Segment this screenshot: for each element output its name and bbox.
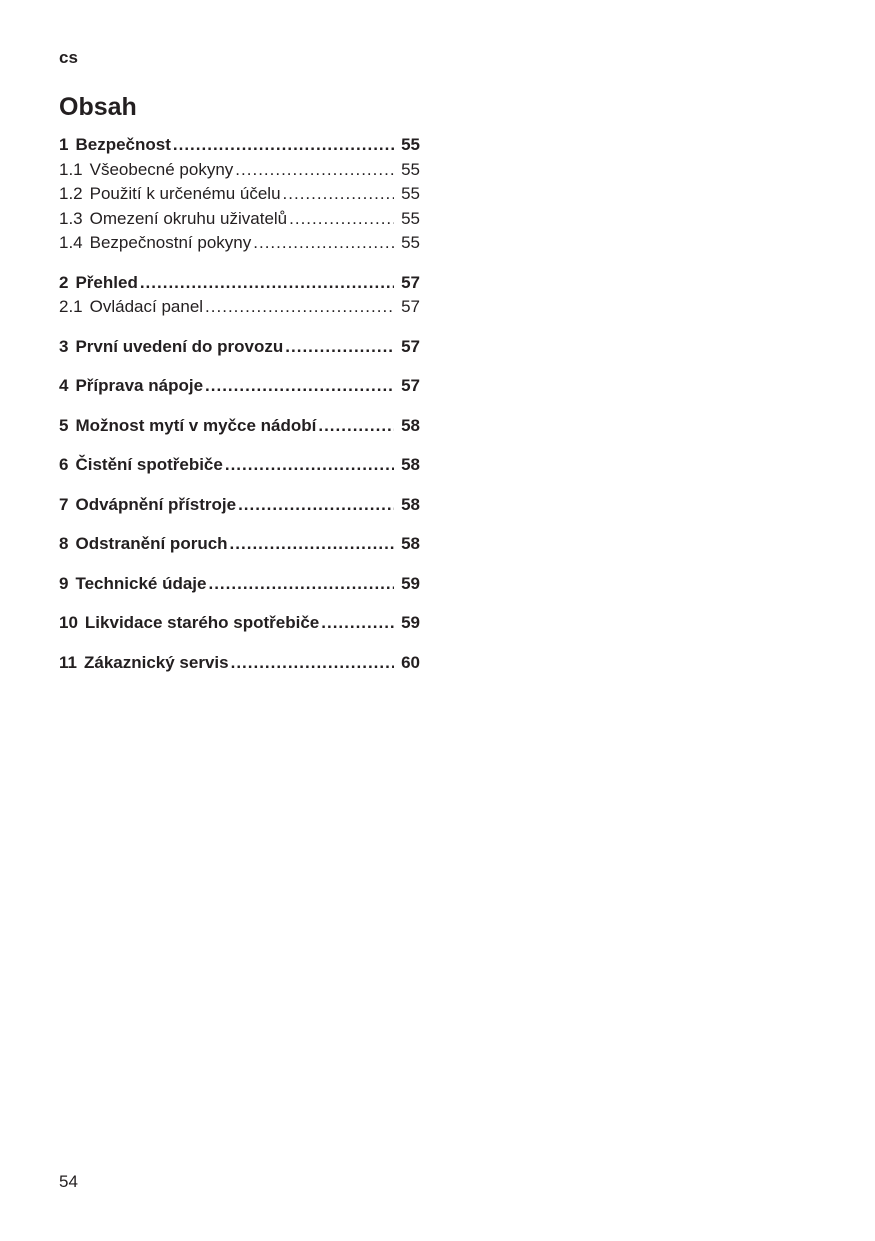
dot-leader (253, 231, 394, 255)
toc-entry-page: 57 (401, 297, 420, 316)
dot-leader (140, 271, 394, 295)
dot-leader (283, 182, 394, 206)
toc-entry-number: 1.1 (59, 159, 83, 179)
toc-entry-label: Likvidace starého spotřebiče (84, 613, 320, 632)
toc-entry-number: 9 (59, 573, 69, 593)
toc-section-entry[interactable] (59, 335, 420, 360)
toc-section-entry[interactable] (59, 651, 420, 676)
toc-section-entry[interactable] (59, 532, 420, 557)
toc-entry-label: Omezení okruhu uživatelů (89, 208, 288, 228)
page-number: 54 (59, 1172, 78, 1191)
toc-entry-page: 55 (401, 159, 420, 179)
toc-entry-page: 58 (401, 534, 420, 553)
toc-group-gap (59, 399, 420, 414)
toc-section-entry[interactable] (59, 374, 420, 399)
toc-entry-label: Všeobecné pokyny (89, 159, 234, 179)
toc-entry-number: 11 (59, 652, 77, 672)
toc-entry-page: 57 (401, 336, 420, 356)
toc-group-gap (59, 478, 420, 493)
toc-group-gap (59, 438, 420, 453)
toc-entry-page: 58 (401, 415, 420, 435)
dot-leader (205, 295, 394, 319)
toc-entry-page: 55 (401, 184, 420, 203)
table-of-contents (59, 133, 420, 675)
toc-group-gap (59, 320, 420, 335)
toc-entry-label: Použití k určenému účelu (89, 184, 281, 203)
toc-subsection-entry[interactable] (59, 231, 420, 256)
toc-entry-number: 5 (59, 415, 69, 435)
toc-entry-label: Bezpečnost (75, 135, 171, 154)
toc-group-gap (59, 359, 420, 374)
toc-entry-page: 60 (401, 652, 420, 672)
dot-leader (208, 572, 394, 596)
toc-group-gap (59, 636, 420, 651)
toc-entry-number: 4 (59, 376, 69, 395)
toc-entry-number: 6 (59, 455, 69, 474)
toc-subsection-entry[interactable] (59, 158, 420, 183)
toc-entry-page: 57 (401, 272, 420, 292)
toc-entry-page: 55 (401, 208, 420, 228)
toc-entry-page: 58 (401, 494, 420, 514)
dot-leader (318, 414, 394, 438)
toc-section-entry[interactable] (59, 453, 420, 478)
toc-entry-number: 7 (59, 494, 69, 514)
toc-group-gap (59, 557, 420, 572)
toc-entry-page: 59 (401, 613, 420, 632)
toc-section-entry[interactable] (59, 414, 420, 439)
toc-entry-label: Odstranění poruch (75, 534, 228, 553)
toc-subsection-entry[interactable] (59, 207, 420, 232)
toc-entry-label: Odvápnění přístroje (75, 494, 237, 514)
toc-section-entry[interactable] (59, 572, 420, 597)
toc-section-entry[interactable] (59, 611, 420, 636)
toc-entry-label: Čistění spotřebiče (75, 455, 223, 474)
toc-entry-number: 2.1 (59, 297, 83, 316)
dot-leader (230, 532, 394, 556)
dot-leader (285, 335, 394, 359)
dot-leader (321, 611, 394, 635)
dot-leader (231, 651, 394, 675)
toc-entry-number: 3 (59, 336, 69, 356)
toc-entry-label: Přehled (75, 272, 138, 292)
toc-entry-number: 10 (59, 613, 78, 632)
language-code: cs (59, 48, 78, 67)
toc-entry-page: 57 (401, 376, 420, 395)
dot-leader (235, 158, 394, 182)
toc-entry-number: 1 (59, 135, 69, 154)
toc-subsection-entry[interactable] (59, 295, 420, 320)
toc-entry-number: 1.2 (59, 184, 83, 203)
dot-leader (173, 133, 394, 157)
toc-group-gap (59, 256, 420, 271)
page-title: Obsah (59, 93, 137, 121)
toc-entry-page: 58 (401, 455, 420, 474)
dot-leader (238, 493, 394, 517)
toc-section-entry[interactable] (59, 271, 420, 296)
toc-entry-number: 8 (59, 534, 69, 553)
dot-leader (225, 453, 394, 477)
toc-entry-page: 55 (401, 135, 420, 154)
toc-entry-label: Zákaznický servis (83, 652, 229, 672)
toc-group-gap (59, 517, 420, 532)
toc-entry-page: 55 (401, 233, 420, 252)
toc-entry-number: 1.4 (59, 233, 83, 252)
toc-subsection-entry[interactable] (59, 182, 420, 207)
toc-entry-label: Možnost mytí v myčce nádobí (75, 415, 317, 435)
dot-leader (205, 374, 394, 398)
toc-entry-label: Technické údaje (75, 573, 207, 593)
toc-entry-label: První uvedení do provozu (75, 336, 284, 356)
toc-entry-label: Příprava nápoje (75, 376, 204, 395)
toc-section-entry[interactable] (59, 133, 420, 158)
toc-entry-label: Bezpečnostní pokyny (89, 233, 252, 252)
toc-entry-number: 1.3 (59, 208, 83, 228)
dot-leader (289, 207, 394, 231)
toc-entry-page: 59 (401, 573, 420, 593)
toc-section-entry[interactable] (59, 493, 420, 518)
toc-group-gap (59, 596, 420, 611)
toc-entry-number: 2 (59, 272, 69, 292)
toc-entry-label: Ovládací panel (89, 297, 204, 316)
